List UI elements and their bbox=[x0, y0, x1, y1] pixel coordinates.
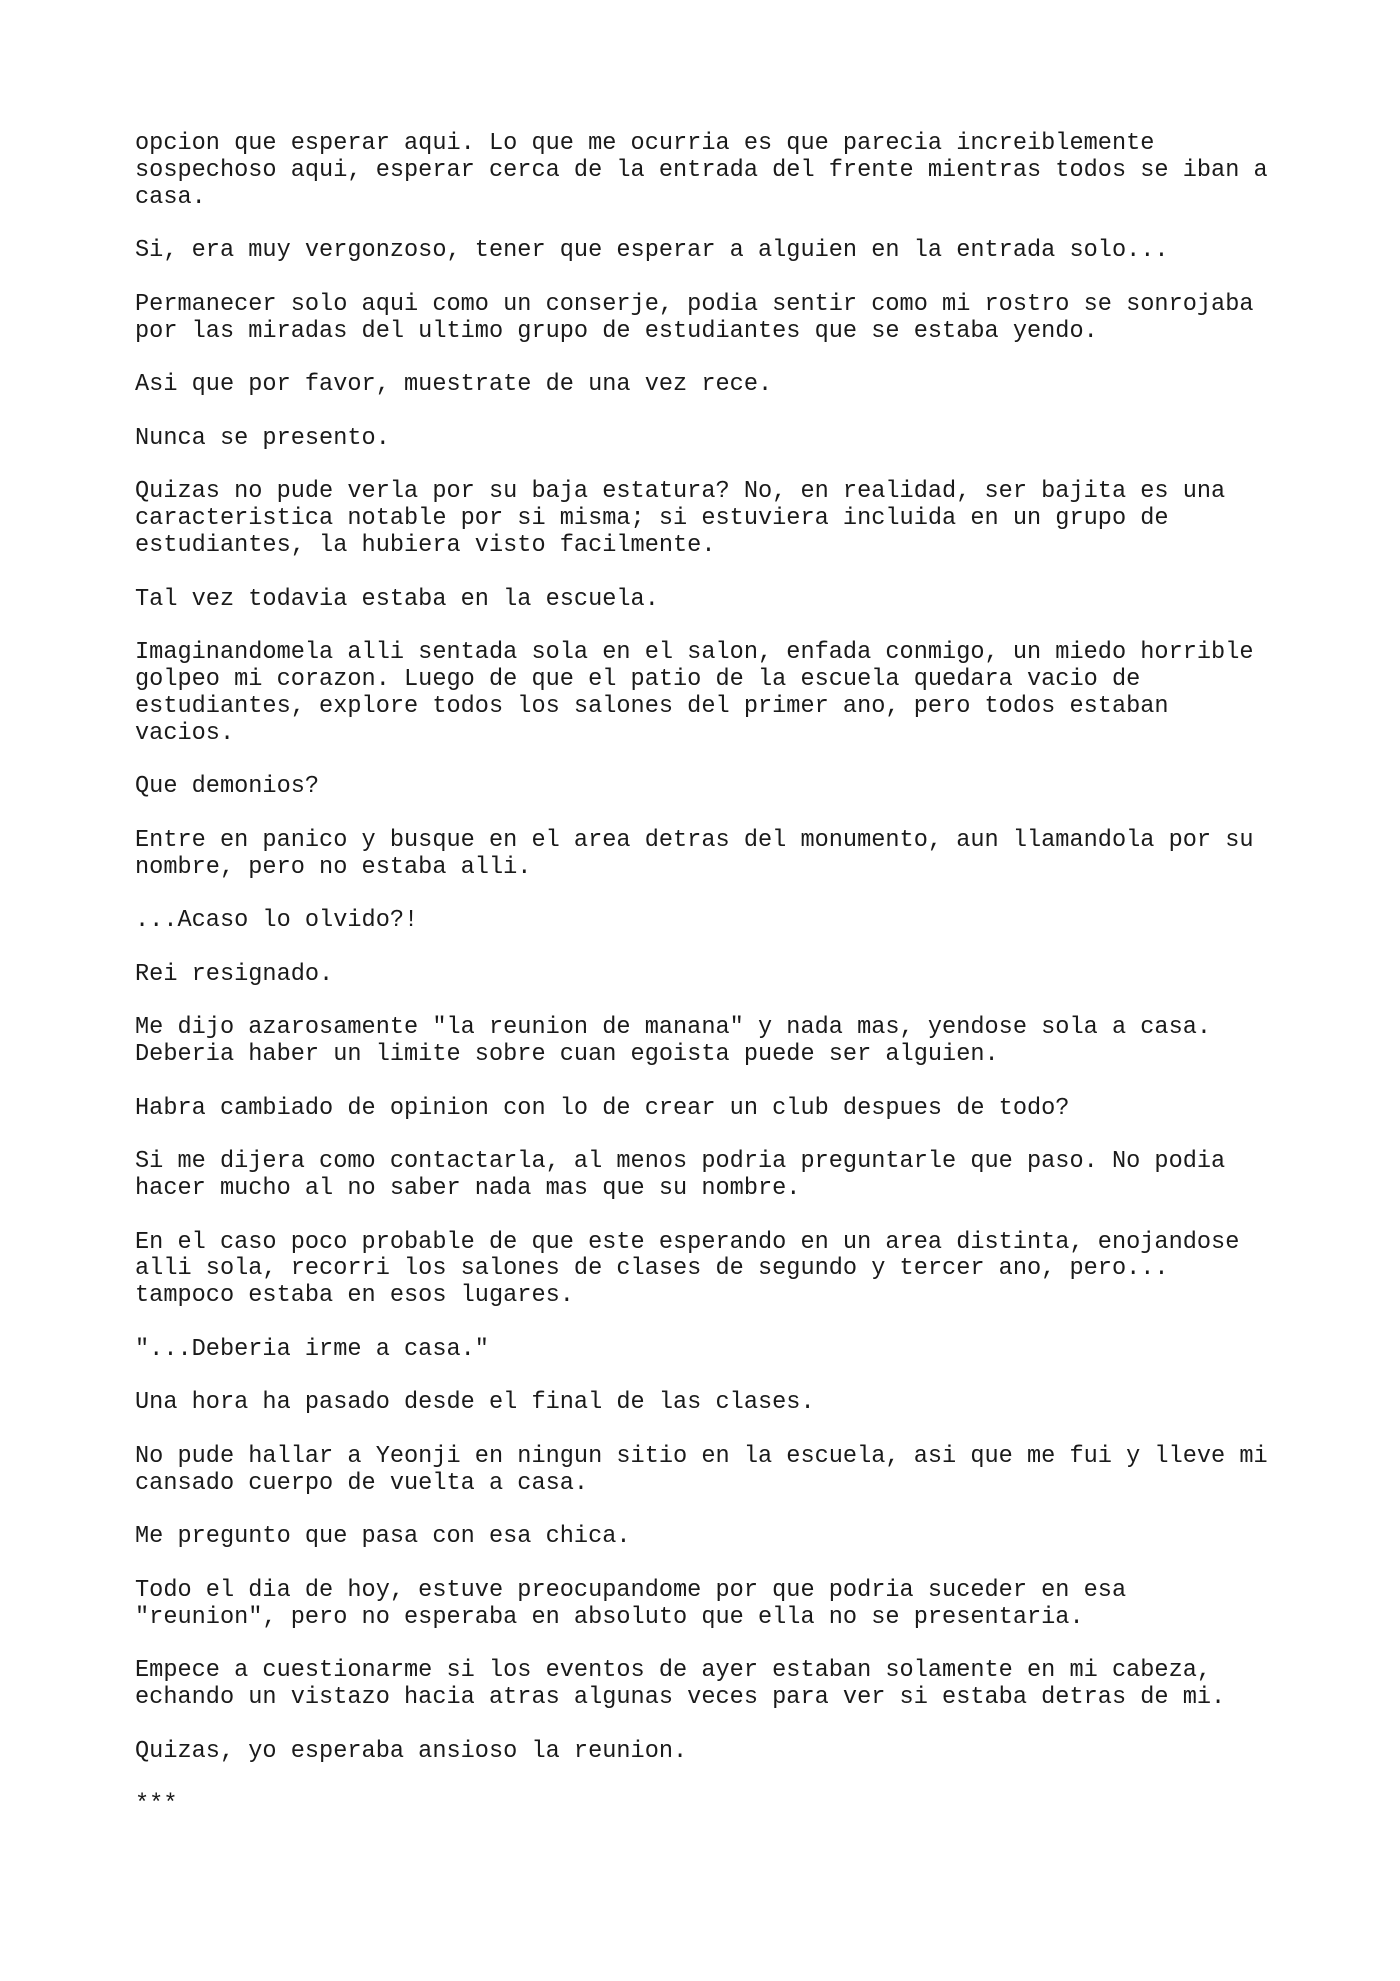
paragraph: Si me dijera como contactarla, al menos podria preguntarle que paso. No podia hacer mucho al no saber nada mas que su nombre. bbox=[135, 1148, 1226, 1203]
paragraph: Permanecer solo aqui como un conserje, podia sentir como mi rostro se sonrojaba por las miradas del ultimo grupo de estudiantes que se estaba yendo. bbox=[135, 290, 1254, 345]
paragraph: Rei resignado. bbox=[135, 960, 334, 988]
paragraph: Imaginandomela alli sentada sola en el salon, enfada conmigo, un miedo horrible golpeo mi corazon. Luego de que el patio de la escuela quedara vacio de estudiantes, explore todos los salones del primer ano, pero todos estaban vacios. bbox=[135, 639, 1254, 747]
paragraph: Una hora ha pasado desde el final de las clases. bbox=[135, 1389, 815, 1417]
paragraph: Si, era muy vergonzoso, tener que esperar a alguien en la entrada solo... bbox=[135, 237, 1169, 265]
paragraph: Entre en panico y busque en el area detras del monumento, aun llamandola por su nombre, pero no estaba alli. bbox=[135, 826, 1254, 881]
paragraph: opcion que esperar aqui. Lo que me ocurria es que parecia increiblemente sospechoso aqui, esperar cerca de la entrada del frente mientras todos se iban a casa. bbox=[135, 130, 1268, 211]
paragraph: Empece a cuestionarme si los eventos de ayer estaban solamente en mi cabeza, echando un vistazo hacia atras algunas veces para ver si estaba detras de mi. bbox=[135, 1657, 1226, 1712]
section-break: *** bbox=[135, 1791, 178, 1819]
paragraph: Quizas, yo esperaba ansioso la reunion. bbox=[135, 1737, 688, 1765]
paragraph: Asi que por favor, muestrate de una vez rece. bbox=[135, 371, 773, 399]
paragraph: Todo el dia de hoy, estuve preocupandome por que podria suceder en esa "reunion", pero no esperaba en absoluto que ella no se presentaria. bbox=[135, 1577, 1127, 1631]
paragraph: Nunca se presento. bbox=[135, 424, 390, 452]
paragraph: "...Deberia irme a casa." bbox=[135, 1335, 489, 1363]
paragraph: No pude hallar a Yeonji en ningun sitio en la escuela, asi que me fui y lleve mi cansado cuerpo de vuelta a casa. bbox=[135, 1443, 1268, 1497]
paragraph: ...Acaso lo olvido?! bbox=[135, 907, 419, 935]
document-page bbox=[135, 131, 1315, 1846]
paragraph: Me pregunto que pasa con esa chica. bbox=[135, 1523, 631, 1551]
paragraph: Habra cambiado de opinion con lo de crear un club despues de todo? bbox=[135, 1094, 1070, 1122]
paragraph: Que demonios? bbox=[135, 773, 320, 801]
paragraph: En el caso poco probable de que este esperando en un area distinta, enojandose alli sola, recorri los salones de clases de segundo y tercer ano, pero... tampoco estaba en esos lugares. bbox=[135, 1228, 1240, 1310]
paragraph: Quizas no pude verla por su baja estatura? No, en realidad, ser bajita es una caracteristica notable por si misma; si estuviera incluida en un grupo de estudiantes, la hubiera visto facilmente. bbox=[135, 478, 1226, 559]
paragraph: Tal vez todavia estaba en la escuela. bbox=[135, 585, 659, 613]
paragraph: Me dijo azarosamente "la reunion de manana" y nada mas, yendose sola a casa. Deberia haber un limite sobre cuan egoista puede ser alguien. bbox=[135, 1014, 1212, 1069]
